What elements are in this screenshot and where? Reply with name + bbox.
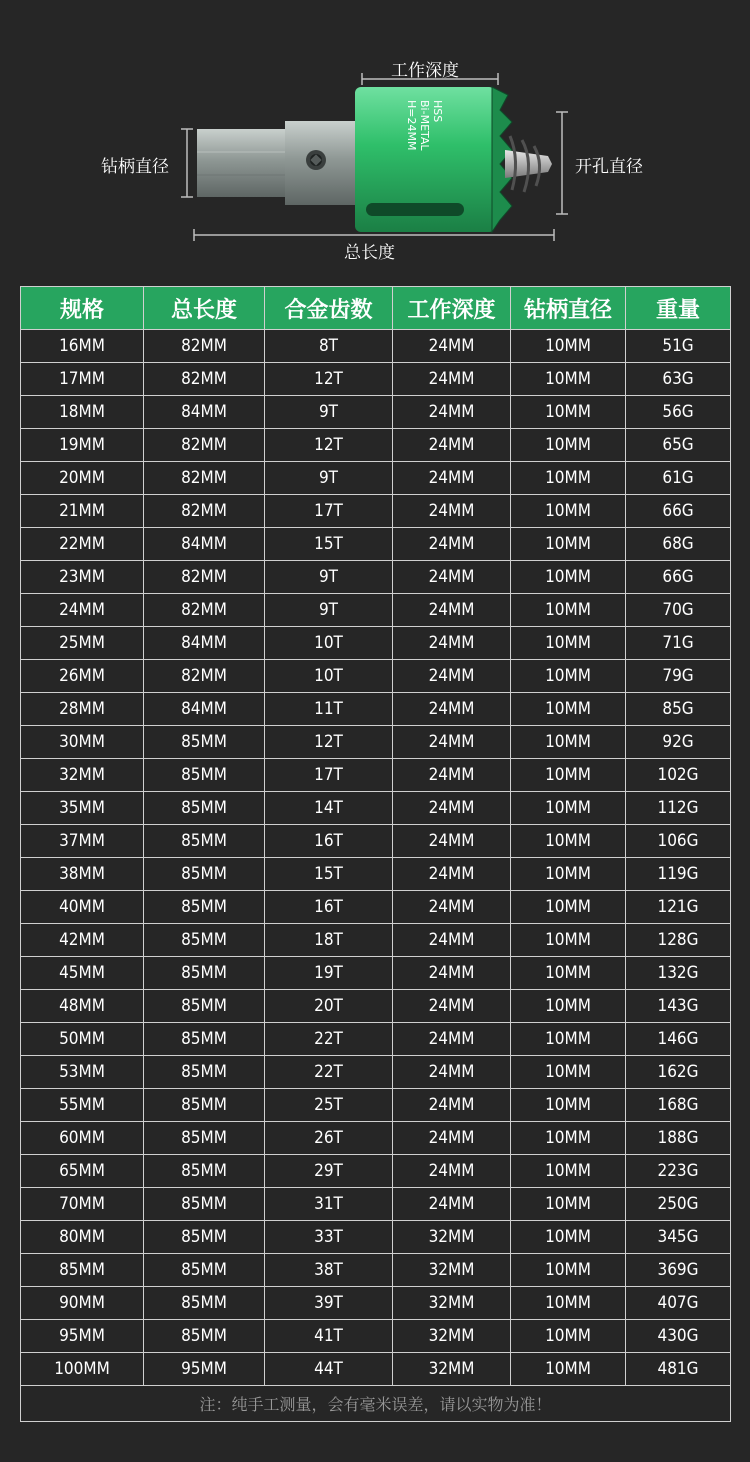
table-cell: 24MM (393, 330, 511, 363)
table-cell: 48MM (21, 990, 144, 1023)
table-row (21, 1188, 731, 1221)
column-header: 重量 (626, 287, 731, 330)
table-cell: 10MM (511, 825, 626, 858)
table-cell: 9T (265, 561, 393, 594)
table-row (21, 924, 731, 957)
table-cell: 407G (626, 1287, 731, 1320)
table-cell: 85MM (144, 825, 265, 858)
table-cell: 26T (265, 1122, 393, 1155)
table-cell: 22T (265, 1023, 393, 1056)
table-row (21, 495, 731, 528)
table-cell: 24MM (393, 1089, 511, 1122)
table-cell: 16MM (21, 330, 144, 363)
body-text-hss: HSS (431, 100, 444, 123)
table-cell: 24MM (393, 495, 511, 528)
table-cell: 8T (265, 330, 393, 363)
table-cell: 51G (626, 330, 731, 363)
table-cell: 92G (626, 726, 731, 759)
table-cell: 24MM (393, 1188, 511, 1221)
table-cell: 128G (626, 924, 731, 957)
table-cell: 24MM (393, 1155, 511, 1188)
table-cell: 32MM (21, 759, 144, 792)
shank-diameter-dimension (181, 129, 193, 197)
table-cell: 65MM (21, 1155, 144, 1188)
table-cell: 132G (626, 957, 731, 990)
table-cell: 24MM (21, 594, 144, 627)
table-cell: 63G (626, 363, 731, 396)
table-cell: 85MM (144, 1320, 265, 1353)
table-cell: 10MM (511, 1122, 626, 1155)
hex-shank (197, 129, 287, 197)
table-cell: 14T (265, 792, 393, 825)
table-cell: 24MM (393, 396, 511, 429)
column-header: 总长度 (144, 287, 265, 330)
table-cell: 24MM (393, 957, 511, 990)
table-cell: 70G (626, 594, 731, 627)
table-cell: 10MM (511, 1353, 626, 1386)
table-cell: 21MM (21, 495, 144, 528)
table-cell: 100MM (21, 1353, 144, 1386)
table-cell: 22MM (21, 528, 144, 561)
table-cell: 42MM (21, 924, 144, 957)
table-cell: 84MM (144, 396, 265, 429)
table-cell: 24MM (393, 561, 511, 594)
table-cell: 40MM (21, 891, 144, 924)
table-cell: 10MM (511, 858, 626, 891)
measurement-note: 注：纯手工测量，会有毫米误差，请以实物为准！ (21, 1386, 731, 1422)
table-cell: 95MM (21, 1320, 144, 1353)
table-cell: 119G (626, 858, 731, 891)
table-cell: 10MM (511, 429, 626, 462)
table-row (21, 528, 731, 561)
table-cell: 17T (265, 759, 393, 792)
table-cell: 82MM (144, 495, 265, 528)
table-cell: 55MM (21, 1089, 144, 1122)
table-cell: 32MM (393, 1353, 511, 1386)
table-cell: 24MM (393, 429, 511, 462)
body-text-depth: H=24MM (405, 100, 418, 151)
table-cell: 9T (265, 462, 393, 495)
table-cell: 24MM (393, 1023, 511, 1056)
table-cell: 24MM (393, 1056, 511, 1089)
table-cell: 16T (265, 825, 393, 858)
table-cell: 12T (265, 363, 393, 396)
table-row (21, 1353, 731, 1386)
table-cell: 18MM (21, 396, 144, 429)
table-cell: 65G (626, 429, 731, 462)
table-row (21, 429, 731, 462)
table-cell: 430G (626, 1320, 731, 1353)
table-note-row (21, 1386, 731, 1422)
table-cell: 38T (265, 1254, 393, 1287)
table-cell: 10MM (511, 363, 626, 396)
table-cell: 112G (626, 792, 731, 825)
table-row (21, 396, 731, 429)
table-cell: 10MM (511, 693, 626, 726)
table-cell: 24MM (393, 759, 511, 792)
table-cell: 85MM (144, 1188, 265, 1221)
table-cell: 10MM (511, 1287, 626, 1320)
table-cell: 82MM (144, 594, 265, 627)
table-cell: 10MM (511, 726, 626, 759)
table-cell: 82MM (144, 429, 265, 462)
table-row (21, 990, 731, 1023)
table-cell: 30MM (21, 726, 144, 759)
table-cell: 82MM (144, 561, 265, 594)
table-cell: 24MM (393, 792, 511, 825)
table-cell: 143G (626, 990, 731, 1023)
table-cell: 15T (265, 528, 393, 561)
table-cell: 80MM (21, 1221, 144, 1254)
table-row (21, 1089, 731, 1122)
table-cell: 24MM (393, 594, 511, 627)
chip-slot (366, 203, 464, 216)
table-cell: 17T (265, 495, 393, 528)
table-cell: 481G (626, 1353, 731, 1386)
table-cell: 84MM (144, 528, 265, 561)
table-cell: 38MM (21, 858, 144, 891)
table-row (21, 1287, 731, 1320)
table-row (21, 792, 731, 825)
table-cell: 16T (265, 891, 393, 924)
spec-table (20, 286, 731, 1422)
set-screw-icon (306, 150, 326, 170)
table-cell: 10MM (511, 759, 626, 792)
table-row (21, 891, 731, 924)
table-cell: 82MM (144, 363, 265, 396)
table-row (21, 330, 731, 363)
table-cell: 24MM (393, 891, 511, 924)
table-cell: 60MM (21, 1122, 144, 1155)
table-cell: 85MM (144, 1254, 265, 1287)
table-cell: 10MM (511, 495, 626, 528)
table-cell: 102G (626, 759, 731, 792)
table-cell: 19MM (21, 429, 144, 462)
table-cell: 68G (626, 528, 731, 561)
table-cell: 24MM (393, 726, 511, 759)
column-header: 钻柄直径 (511, 287, 626, 330)
table-cell: 32MM (393, 1287, 511, 1320)
table-cell: 10MM (511, 396, 626, 429)
table-cell: 61G (626, 462, 731, 495)
table-cell: 10MM (511, 924, 626, 957)
table-cell: 50MM (21, 1023, 144, 1056)
table-cell: 10MM (511, 1089, 626, 1122)
table-cell: 85MM (144, 1089, 265, 1122)
table-cell: 10MM (511, 1188, 626, 1221)
table-cell: 168G (626, 1089, 731, 1122)
table-row (21, 1320, 731, 1353)
table-cell: 85MM (144, 1122, 265, 1155)
table-cell: 41T (265, 1320, 393, 1353)
table-cell: 10MM (511, 1320, 626, 1353)
table-row (21, 1155, 731, 1188)
table-cell: 26MM (21, 660, 144, 693)
table-body (21, 330, 731, 1386)
table-cell: 369G (626, 1254, 731, 1287)
table-cell: 10MM (511, 462, 626, 495)
table-cell: 32MM (393, 1254, 511, 1287)
table-cell: 66G (626, 495, 731, 528)
table-cell: 29T (265, 1155, 393, 1188)
table-cell: 25MM (21, 627, 144, 660)
table-cell: 10MM (511, 330, 626, 363)
table-cell: 84MM (144, 627, 265, 660)
table-row (21, 858, 731, 891)
table-cell: 146G (626, 1023, 731, 1056)
table-cell: 10MM (511, 1221, 626, 1254)
table-cell: 24MM (393, 825, 511, 858)
table-cell: 20T (265, 990, 393, 1023)
table-cell: 10T (265, 660, 393, 693)
table-cell: 19T (265, 957, 393, 990)
table-cell: 250G (626, 1188, 731, 1221)
table-cell: 85MM (144, 891, 265, 924)
table-row (21, 462, 731, 495)
table-row (21, 627, 731, 660)
table-cell: 10MM (511, 1155, 626, 1188)
table-cell: 85MM (144, 792, 265, 825)
table-cell: 85MM (144, 957, 265, 990)
table-cell: 32MM (393, 1320, 511, 1353)
table-cell: 82MM (144, 462, 265, 495)
table-cell: 45MM (21, 957, 144, 990)
table-cell: 39T (265, 1287, 393, 1320)
table-cell: 37MM (21, 825, 144, 858)
table-cell: 85MM (144, 1056, 265, 1089)
table-cell: 82MM (144, 660, 265, 693)
table-cell: 25T (265, 1089, 393, 1122)
table-row (21, 726, 731, 759)
product-diagram (0, 0, 750, 280)
table-cell: 85MM (144, 1221, 265, 1254)
table-cell: 18T (265, 924, 393, 957)
table-row (21, 1254, 731, 1287)
table-cell: 85MM (144, 1155, 265, 1188)
table-cell: 10MM (511, 627, 626, 660)
pilot-drill (505, 136, 552, 192)
table-cell: 10MM (511, 561, 626, 594)
table-cell: 85MM (144, 759, 265, 792)
table-cell: 33T (265, 1221, 393, 1254)
table-cell: 9T (265, 594, 393, 627)
table-cell: 31T (265, 1188, 393, 1221)
table-cell: 79G (626, 660, 731, 693)
table-cell: 85MM (144, 1023, 265, 1056)
table-cell: 71G (626, 627, 731, 660)
body-text-bimetal: Bi-METAL (418, 100, 431, 151)
table-cell: 53MM (21, 1056, 144, 1089)
table-cell: 162G (626, 1056, 731, 1089)
table-cell: 95MM (144, 1353, 265, 1386)
table-cell: 24MM (393, 660, 511, 693)
column-header: 规格 (21, 287, 144, 330)
table-cell: 10MM (511, 990, 626, 1023)
table-cell: 12T (265, 429, 393, 462)
table-cell: 23MM (21, 561, 144, 594)
table-cell: 24MM (393, 462, 511, 495)
table-cell: 90MM (21, 1287, 144, 1320)
table-cell: 121G (626, 891, 731, 924)
total-length-label: 总长度 (344, 243, 395, 263)
table-cell: 85MM (144, 990, 265, 1023)
column-header: 合金齿数 (265, 287, 393, 330)
table-cell: 56G (626, 396, 731, 429)
table-row (21, 957, 731, 990)
table-cell: 11T (265, 693, 393, 726)
table-cell: 85MM (144, 858, 265, 891)
table-cell: 24MM (393, 858, 511, 891)
column-header: 工作深度 (393, 287, 511, 330)
table-cell: 17MM (21, 363, 144, 396)
table-row (21, 1122, 731, 1155)
table-cell: 82MM (144, 330, 265, 363)
table-cell: 15T (265, 858, 393, 891)
table-row (21, 1056, 731, 1089)
table-cell: 188G (626, 1122, 731, 1155)
table-cell: 24MM (393, 693, 511, 726)
table-cell: 10MM (511, 1254, 626, 1287)
table-cell: 10T (265, 627, 393, 660)
table-row (21, 660, 731, 693)
table-row (21, 1221, 731, 1254)
table-cell: 10MM (511, 792, 626, 825)
table-cell: 10MM (511, 1056, 626, 1089)
table-cell: 22T (265, 1056, 393, 1089)
table-cell: 10MM (511, 1023, 626, 1056)
table-cell: 35MM (21, 792, 144, 825)
table-cell: 85MM (144, 924, 265, 957)
table-cell: 85MM (144, 726, 265, 759)
table-cell: 24MM (393, 924, 511, 957)
table-cell: 20MM (21, 462, 144, 495)
table-cell: 24MM (393, 627, 511, 660)
table-header-row (21, 287, 731, 330)
table-row (21, 693, 731, 726)
table-cell: 85G (626, 693, 731, 726)
table-cell: 24MM (393, 990, 511, 1023)
work-depth-label: 工作深度 (391, 61, 459, 81)
table-row (21, 561, 731, 594)
table-row (21, 759, 731, 792)
table-cell: 10MM (511, 957, 626, 990)
table-cell: 24MM (393, 363, 511, 396)
table-cell: 9T (265, 396, 393, 429)
table-row (21, 594, 731, 627)
table-cell: 12T (265, 726, 393, 759)
table-cell: 24MM (393, 1122, 511, 1155)
table-cell: 10MM (511, 528, 626, 561)
table-cell: 66G (626, 561, 731, 594)
table-row (21, 825, 731, 858)
table-row (21, 1023, 731, 1056)
hole-diameter-label: 开孔直径 (575, 157, 643, 177)
table-cell: 10MM (511, 891, 626, 924)
table-cell: 70MM (21, 1188, 144, 1221)
table-cell: 85MM (144, 1287, 265, 1320)
table-cell: 44T (265, 1353, 393, 1386)
table-cell: 223G (626, 1155, 731, 1188)
table-cell: 28MM (21, 693, 144, 726)
table-cell: 345G (626, 1221, 731, 1254)
table-cell: 85MM (21, 1254, 144, 1287)
table-cell: 32MM (393, 1221, 511, 1254)
shank-diameter-label: 钻柄直径 (101, 157, 169, 177)
table-cell: 10MM (511, 660, 626, 693)
table-cell: 84MM (144, 693, 265, 726)
table-row (21, 363, 731, 396)
hole-diameter-dimension (556, 112, 568, 214)
table-cell: 24MM (393, 528, 511, 561)
table-cell: 106G (626, 825, 731, 858)
table-cell: 10MM (511, 594, 626, 627)
